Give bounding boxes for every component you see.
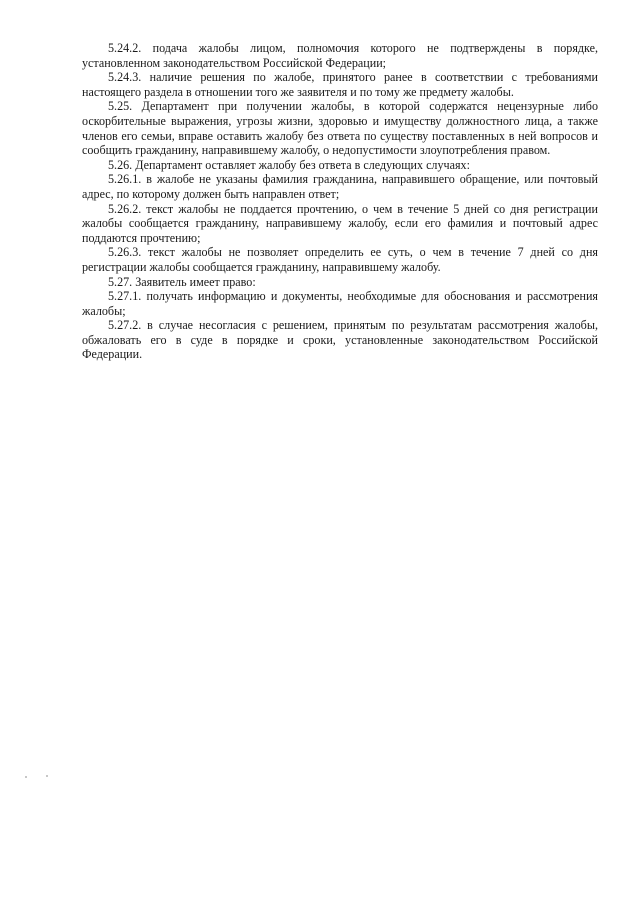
paragraph-5-26-1: 5.26.1. в жалобе не указаны фамилия гражданина, направившего обращение, или почтовый адрес, по которому должен быть направлен ответ; — [82, 172, 598, 201]
paragraph-5-26-2: 5.26.2. текст жалобы не поддается прочтению, о чем в течение 5 дней со дня регистрации жалобы сообщается гражданину, направившему жалобу, если его фамилия и почтовый адрес поддаются прочтению; — [82, 201, 598, 245]
scan-artifact — [25, 775, 55, 779]
paragraph-5-26: 5.26. Департамент оставляет жалобу без ответа в следующих случаях: — [108, 157, 470, 172]
paragraph-5-24-2: 5.24.2. подача жалобы лицом, полномочия которого не подтверждены в порядке, установленном законодательством Российской Федерации; — [82, 41, 598, 70]
document-body — [82, 41, 598, 362]
paragraph-5-27-1: 5.27.1. получать информацию и документы, необходимые для обоснования и рассмотрения жалобы; — [82, 289, 598, 318]
paragraph-5-27: 5.27. Заявитель имеет право: — [108, 274, 256, 289]
paragraph-5-25: 5.25. Департамент при получении жалобы, в которой содержатся нецензурные либо оскорбительные выражения, угрозы жизни, здоровью и имуществу должностного лица, а также членов его семьи, вправе оставить жалобу без ответа по существу поставленных в ней вопросов и сообщить гражданину, направившему жалобу, о недопустимости злоупотребления правом. — [82, 99, 598, 158]
paragraph-5-26-3: 5.26.3. текст жалобы не позволяет определить ее суть, о чем в течение 7 дней со дня регистрации жалобы сообщается гражданину, направившему жалобу. — [82, 245, 598, 274]
paragraph-5-27-2: 5.27.2. в случае несогласия с решением, принятым по результатам рассмотрения жалобы, обжаловать его в суде в порядке и сроки, установленные законодательством Российской Федерации. — [82, 318, 598, 362]
paragraph-5-24-3: 5.24.3. наличие решения по жалобе, принятого ранее в соответствии с требованиями настоящего раздела в отношении того же заявителя и по тому же предмету жалобы. — [82, 70, 598, 99]
